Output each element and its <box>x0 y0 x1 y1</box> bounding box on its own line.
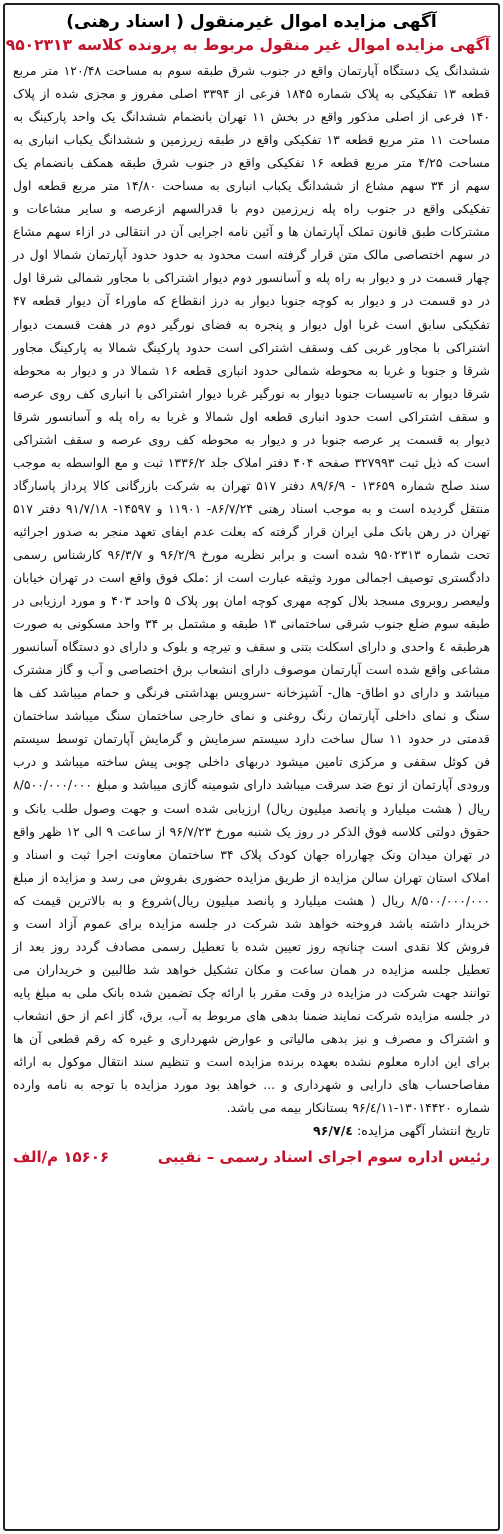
auction-notice <box>3 3 500 1531</box>
publication-date-line <box>13 1119 490 1143</box>
signature: رئیس اداره سوم اجرای اسناد رسمی – نقیبی <box>157 1148 490 1167</box>
publication-date-label: تاریخ انتشار آگهی مزایده: <box>357 1123 490 1139</box>
notice-footer <box>13 1145 490 1169</box>
notice-body: ششدانگ یک دستگاه آپارتمان واقع در جنوب شرق طبقه سوم به مساحت ۱۲۰/۴۸ متر مربع قطعه ۱۳ تفکیکی به پلاک شماره ۱۸۴۵ فرعی از ۳۳۹۴ اصلی مفروز و مجزی شده از پلاک ۱۴۰ فرعی از اصلی مذکور واقع در بخش ۱۱ تهران بانضمام ششدانگ یک واحد پارکینگ به مساحت ۱۱ متر مربع قطعه ۱۳ تفکیکی واقع در طبقه زیرزمین و ششدانگ یکباب انباری به مساحت ۴/۲۵ متر مربع قطعه ۱۶ تفکیکی واقع در جنوب شرق طبقه همکف بانضمام یک سهم از ۳۴ سهم مشاع از ششدانگ یکباب انباری به مساحت ۱۴/۸۰ متر مربع قطعه اول تفکیکی واقع در جنوب راه پله زیرزمین دوم با قدرالسهم ازعرصه و سایر مشاعات و مشترکات طبق قانون تملک آپارتمان ها و آئین نامه اجرایی آن در انتقالی در ازاء سهم مشاع در سهم اختصاصی مالک متن قرار گرفته است محدود به حدود حدود آپارتمان شمالا اول در چهار قسمت در و دیوار به راه پله و آسانسور دوم دیوار اشتراکی با مجاور شمالی شرقا اول در دو قسمت در و دیوار به کوچه جنوبا دیوار به درز انقطاع که ماوراء آن دیوار قطعه ۴۷ تفکیکی سابق است غربا اول دیوار و پنجره به فضای نورگیر دوم در هفت قسمت دیوار اشتراکی با مجاور غربی کف وسقف اشتراکی است حدود پارکینگ شمالا به پارکینگ مجاور شرقا و جنوبا و غربا به محوطه شمالی حدود انباری قطعه ۱۶ شمالا در و دیوار به محوطه شرقا دیوار به تاسیسات جنوبا دیوار به نورگیر غربا دیوار اشتراکی با انباری کف روی عرصه و سقف اشتراکی است حدود انباری قطعه اول شمالا و غربا به راه پله و آسانسور شرقا دیوار به قسمت پر عرصه جنوبا در و دیوار به محوطه کف روی عرصه و سقف اشتراکی است که ذیل ثبت ۳۲۷۹۹۳ صفحه ۴۰۴ دفتر املاک جلد ۱۳۳۶/۲ ثبت و مع الواسطه به موجب سند صلح شماره ۱۳۶۵۹ - ۸۹/۶/۹ دفتر ۵۱۷ تهران به شرکت بازرگانی کالا پرداز پاسارگاد منتقل گردیده است و به موجب اسناد رهنی ۸۶/۷/۲۴- ۱۱۹۰۱ و ۱۴۵۹۷- ۹۱/۷/۱۸ دفتر ۵۱۷ تهران در رهن بانک ملی ایران قرار گرفته که بعلت عدم ایفای تعهد منجر به صدور اجرائیه تحت شماره ۹۵۰۲۳۱۳ شده است و برابر نظریه مورخ ۹۶/۲/۹ و ۹۶/۳/۷ کارشناس رسمی دادگستری توصیف اجمالی مورد وثیقه عبارت است از :ملک فوق واقع است در تهران خیابان ولیعصر روبروی مسجد بلال کوچه مهری کوچه امان پور پلاک ۵ واحد ۴۰۳ و مورد ارزیابی در طبقه سوم ضلع جنوب شرقی ساختمانی ۱۳ طبقه و مشتمل بر ۳۴ واحد مسکونی به صورت هرطبقه ٤ واحدی و دارای اسکلت بتنی و سقف و تیرچه و بلوک و دارای دو دستگاه آسانسور مشاعی واقع شده است آپارتمان موصوف دارای انشعاب برق اختصاصی و آب و گاز مشترک میباشد و دارای دو اطاق- هال- آشپزخانه -سرویس بهداشتی فرنگی و حمام میباشد کف ها سنگ و نمای داخلی آپارتمان رنگ روغنی و نمای خارجی ساختمان سنگ میباشد ساختمان قدمتی در حدود ۱۱ سال ساخت دارد سیستم سرمایش و گرمایش آپارتمان توسط سیستم فن کوئل سقفی و مرکزی تامین میشود دربهای داخلی چوبی پیش ساخته میباشد و درب ورودی آپارتمان از نوع ضد سرقت میباشد دارای شومینه گازی میباشد و مبلغ ۸/۵۰۰/۰۰۰/۰۰۰ ریال ( هشت میلیارد و پانصد میلیون ریال) ارزیابی شده است و جهت وصول طلب بانک و حقوق دولتی کلاسه فوق الذکر در روز یک شنبه مورخ ۹۶/۷/۲۳ از ساعت ۹ الی ۱۲ ظهر واقع در تهران میدان ونک چهارراه جهان کودک پلاک ۳۴ ساختمان معاونت اجرا ثبت و اسناد و املاک استان تهران سالن مزایده از طریق مزایده حضوری بفروش می رسد و مزایده از مبلغ ۸/۵۰۰/۰۰۰/۰۰۰ ریال ( هشت میلیارد و پانصد میلیون ریال)شروع و به بالاترین قیمت که خریدار داشته باشد فروخته خواهد شد شرکت در جلسه مزایده برای عموم آزاد است و فروش کلا نقدی است چنانچه روز تعیین شده با تعطیل رسمی مصادف گردد روز بعد از تعطیل جلسه مزایده در همان ساعت و مکان تشکیل خواهد شد طالبین و خریداران می توانند جهت شرکت در مزایده در وقت مقرر با ارائه چک تضمین شده بانک ملی به مبلغ پایه در جلسه مزایده شرکت نمایند ضمنا بدهی های مربوط به آب، برق، گاز اعم از حق انشعاب و اشتراک و مصرف و نیز بدهی مالیاتی و عوارض شهرداری و غیره که رقم قطعی آن ها برای این اداره معلوم نشده بعهده برنده مزایده است و تنظیم سند انتقال موکول به ارائه مفاصاحساب های دارایی و شهرداری و ... خواهد بود مورد مزایده با توجه به نامه وارده شماره ۱۳۰۱۴۴۲۰-۹۶/٤/۱۱ بستانکار بیمه می باشد. <box>13 63 491 1116</box>
publication-date-value: ۹۶/۷/٤ <box>313 1123 353 1139</box>
notice-title: آگهی مزایده اموال غیرمنقول ( اسناد رهنی) <box>66 12 437 32</box>
notice-code: ۱۵۶۰۶ م/الف <box>13 1148 110 1167</box>
notice-subtitle: آگهی مزایده اموال غیر منقول مربوط به پرونده کلاسه ۹۵۰۲۳۱۳ <box>5 36 490 54</box>
